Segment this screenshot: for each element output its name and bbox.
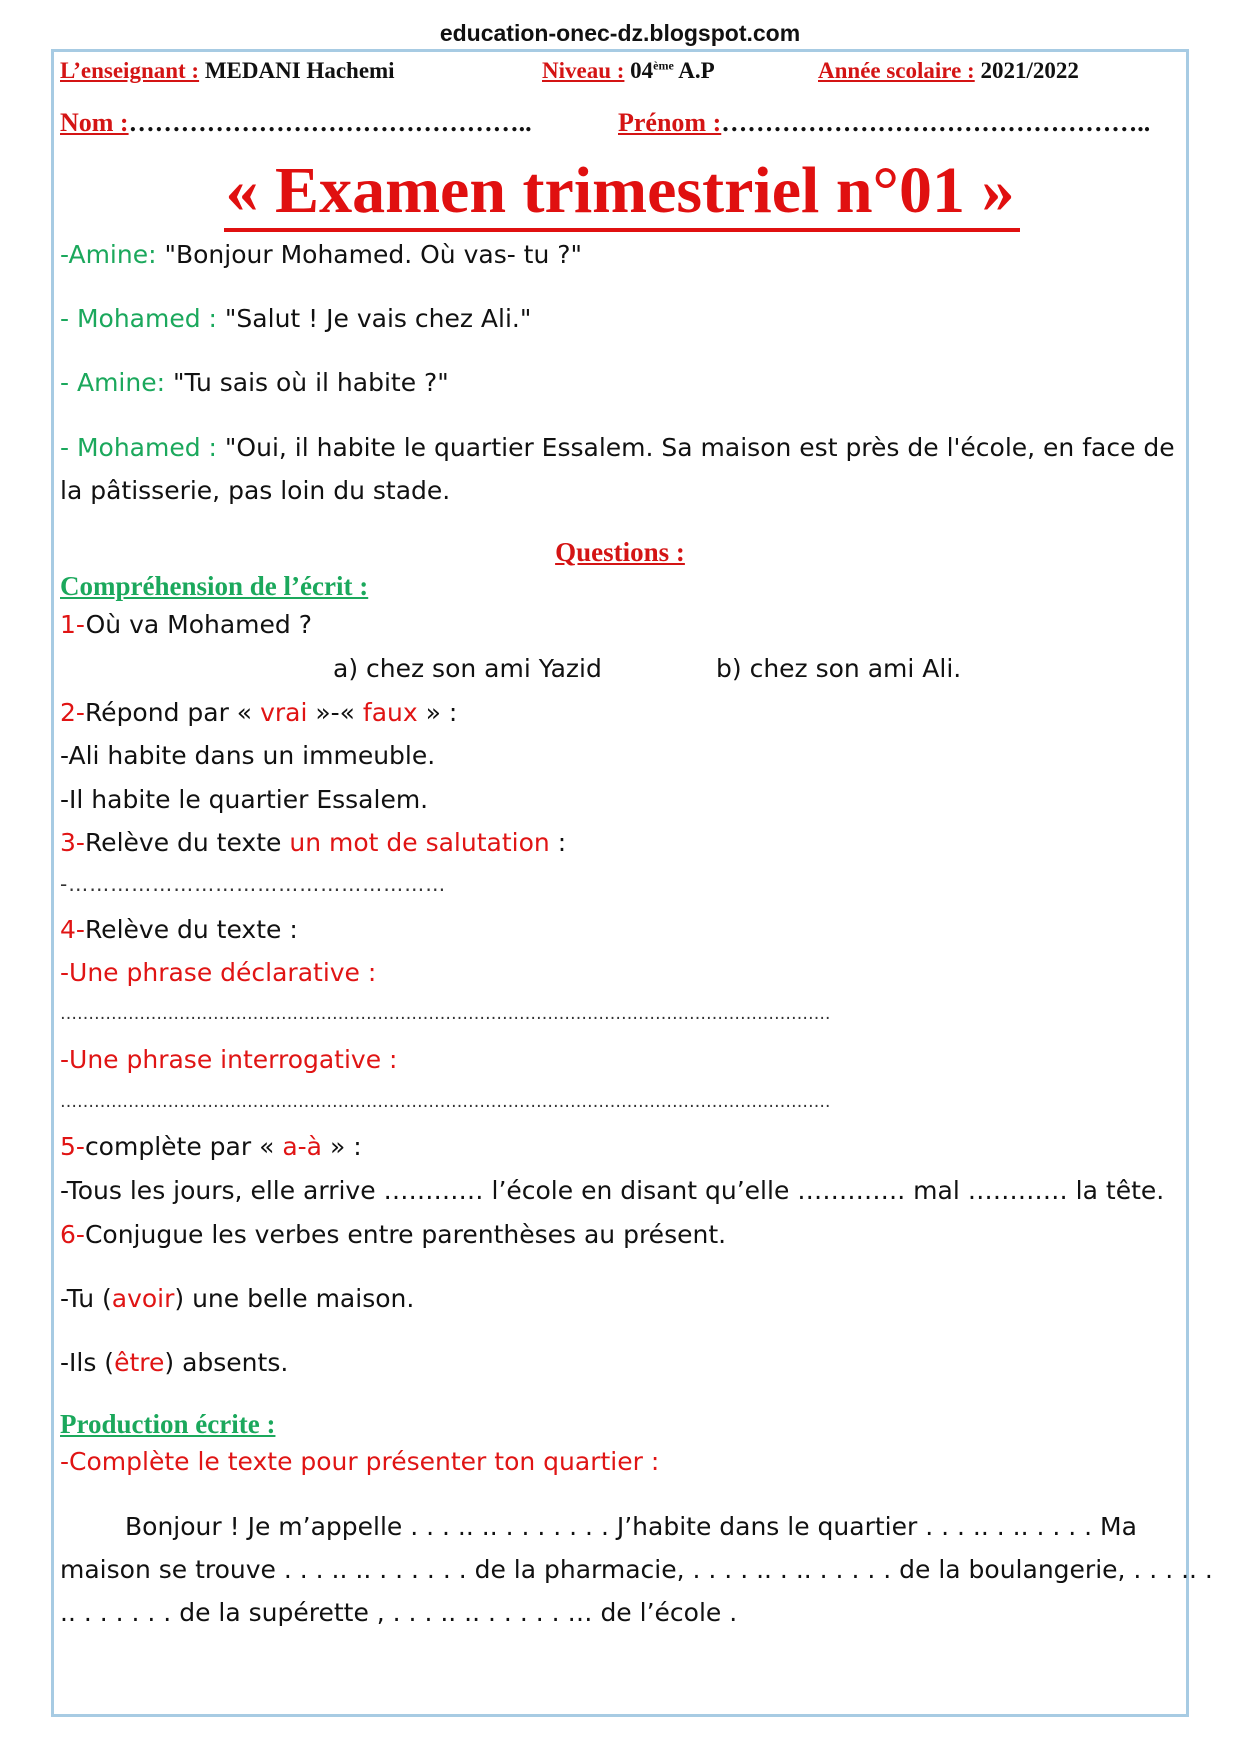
dialogue-line-1 <box>60 240 582 269</box>
keyword-a: a-à <box>282 1132 322 1161</box>
sentence-text: -Ils ( <box>60 1348 115 1377</box>
prenom-dots: ………………………………………….. <box>721 108 1151 137</box>
q2-item-2: -Il habite le quartier Essalem. <box>60 785 429 814</box>
q4-interrogative: -Une phrase interrogative : <box>60 1045 398 1074</box>
question-6 <box>60 1220 726 1249</box>
dialogue-text: "Tu sais où il habite ?" <box>165 368 449 397</box>
question-number: 2- <box>60 698 85 727</box>
level-sup: ème <box>653 58 674 73</box>
keyword-salutation: un mot de salutation <box>289 828 550 857</box>
question-number: 6- <box>60 1220 85 1249</box>
question-text: Répond par « <box>84 698 261 727</box>
question-number: 1- <box>60 610 86 639</box>
keyword-faux: faux <box>362 698 418 727</box>
q6-sentence-1 <box>60 1284 414 1313</box>
q3-answer-line: -……………………………………………… <box>60 872 447 896</box>
page-title: « Examen trimestriel n°01 » <box>225 154 1015 227</box>
dialogue-line-4 <box>60 433 1175 462</box>
q6-sentence-2 <box>60 1348 288 1377</box>
sentence-text-post: ) une belle maison. <box>174 1284 415 1313</box>
questions-title: Questions : <box>555 537 685 567</box>
prenom-label: Prénom : <box>618 108 722 137</box>
q5-sentence: -Tous les jours, elle arrive ………… l’école en disant qu’elle …………. mal ………… la tête. <box>60 1176 1165 1205</box>
question-number: 3- <box>60 828 85 857</box>
question-3 <box>60 828 566 857</box>
dialogue-text: "Salut ! Je vais chez Ali." <box>216 304 532 333</box>
speaker: - Amine: <box>60 368 166 397</box>
question-5 <box>60 1132 362 1161</box>
option-a: a) chez son ami Yazid <box>333 654 602 683</box>
question-text: Relève du texte : <box>84 915 298 944</box>
question-text: Relève du texte <box>84 828 290 857</box>
level-value: 04 <box>630 58 654 83</box>
sentence-text: -Tu ( <box>60 1284 112 1313</box>
speaker: -Amine: <box>60 240 157 269</box>
production-line-3: .. . . . . . . de la supérette , . . . .. .. . . . . . … de l’école . <box>60 1598 738 1627</box>
production-line-2: maison se trouve . . . .. .. . . . . . . de la pharmacie, . . . . .. . .. . . . . . de la boulangerie, . . . .. . <box>60 1555 1213 1584</box>
site-url: education-onec-dz.blogspot.com <box>439 20 801 46</box>
q2-item-1: -Ali habite dans un immeuble. <box>60 741 436 770</box>
year-field <box>818 58 1079 84</box>
level-suffix: A.P <box>673 58 715 83</box>
q4-declarative: -Une phrase déclarative : <box>60 958 377 987</box>
production-title: Production écrite : <box>60 1409 276 1439</box>
nom-dots: ……………………………………….. <box>128 108 532 137</box>
question-text: Conjugue les verbes entre parenthèses au présent. <box>84 1220 727 1249</box>
dialogue-text: "Oui, il habite le quartier Essalem. Sa maison est près de l'école, en face de <box>216 433 1175 462</box>
teacher-field <box>60 58 395 84</box>
production-line-1: Bonjour ! Je m’appelle . . . .. .. . . . . . . . J’habite dans le quartier . . . .. . .. . . . . Ma <box>125 1512 1137 1541</box>
prenom-field <box>618 108 1150 138</box>
question-text-mid: »-« <box>307 698 363 727</box>
level-field <box>542 58 715 84</box>
dialogue-line-4-cont: la pâtisserie, pas loin du stade. <box>60 476 451 505</box>
question-text: complète par « <box>84 1132 283 1161</box>
option-b: b) chez son ami Ali. <box>716 654 962 683</box>
verb-etre: être <box>114 1348 165 1377</box>
dialogue-line-2 <box>60 304 531 333</box>
question-2 <box>60 698 457 727</box>
speaker: - Mohamed : <box>60 433 217 462</box>
q4-declarative-answer: ………………………………………………………………………………………………………………………. <box>60 1004 831 1024</box>
verb-avoir: avoir <box>111 1284 175 1313</box>
teacher-value: MEDANI Hachemi <box>204 58 395 83</box>
question-number: 5- <box>60 1132 85 1161</box>
sentence-text-post: ) absents. <box>164 1348 289 1377</box>
nom-label: Nom : <box>60 108 129 137</box>
title-underline <box>224 228 1020 232</box>
teacher-label: L’enseignant : <box>60 58 200 83</box>
q4-interrogative-answer: ………………………………………………………………………………………………………………………. <box>60 1092 831 1112</box>
keyword-vrai: vrai <box>260 698 308 727</box>
speaker: - Mohamed : <box>60 304 217 333</box>
comprehension-title: Compréhension de l’écrit : <box>60 571 369 601</box>
question-text: Où va Mohamed ? <box>85 610 313 639</box>
level-label: Niveau : <box>542 58 625 83</box>
question-text-post: » : <box>417 698 458 727</box>
dialogue-line-3 <box>60 368 449 397</box>
question-1 <box>60 610 312 639</box>
question-text-post: : <box>549 828 567 857</box>
dialogue-text: "Bonjour Mohamed. Où vas- tu ?" <box>156 240 583 269</box>
year-value: 2021/2022 <box>980 58 1079 83</box>
year-label: Année scolaire : <box>818 58 975 83</box>
question-4 <box>60 915 298 944</box>
production-instruction: -Complète le texte pour présenter ton quartier : <box>60 1447 660 1476</box>
question-number: 4- <box>60 915 85 944</box>
nom-field <box>60 108 532 138</box>
question-text-post: » : <box>322 1132 362 1161</box>
